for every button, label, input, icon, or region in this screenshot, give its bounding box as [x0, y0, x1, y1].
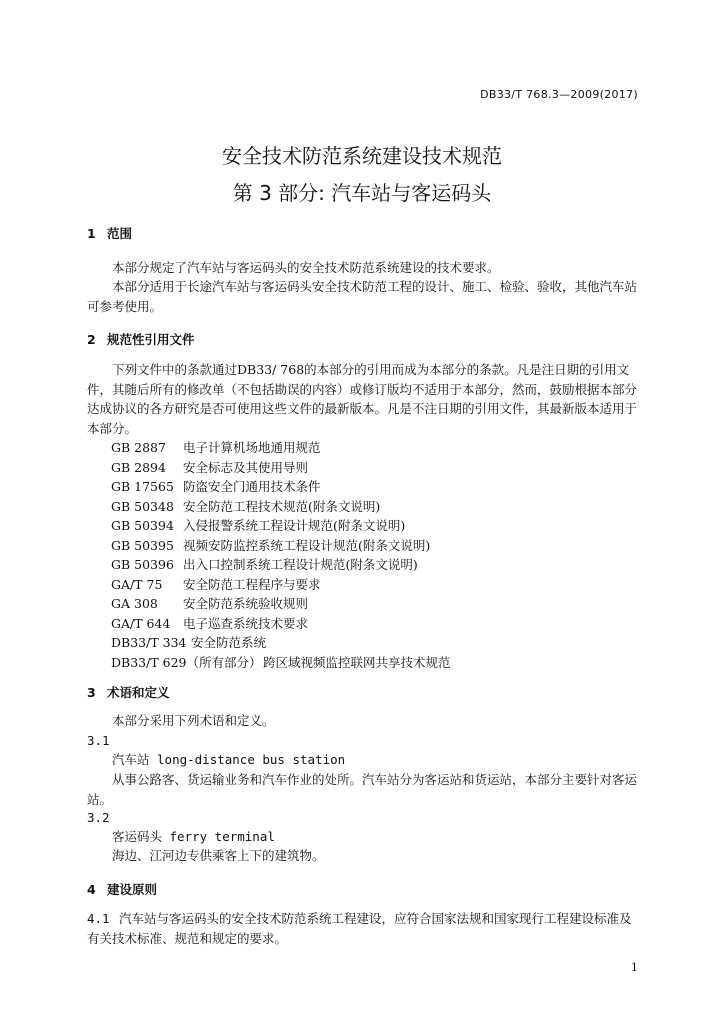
standard-code: DB33/T 768.3—2009(2017)	[480, 88, 638, 101]
reference-item	[111, 633, 451, 653]
section-title: 范围	[107, 226, 133, 241]
reference-item	[111, 497, 451, 517]
reference-title: 安全防范系统验收规则	[183, 596, 309, 611]
reference-item	[111, 477, 451, 497]
reference-title: 安全防范工程程序与要求	[183, 576, 321, 592]
section-number: 1	[87, 226, 96, 241]
section-title: 建设原则	[107, 882, 158, 897]
reference-code: GB 2887	[111, 440, 166, 455]
document-title: 安全技术防范系统建设技术规范	[222, 144, 502, 168]
section-title: 规范性引用文件	[107, 332, 195, 347]
reference-item	[111, 458, 451, 478]
reference-item	[111, 614, 451, 634]
reference-item	[111, 575, 451, 595]
clause-text: 汽车站与客运码头的安全技术防范系统工程建设，应符合国家法规和国家现行工程建设标准及有关技术标准、规范和规定的要求。	[87, 911, 632, 946]
reference-item	[111, 438, 451, 458]
reference-title: 出入口控制系统工程设计规范(附条文说明)	[183, 557, 418, 572]
reference-code: GA/T 75	[111, 576, 163, 592]
term-name: 客运码头 ferry terminal	[112, 829, 275, 844]
reference-title: 安全标志及其使用导则	[183, 459, 309, 475]
reference-item	[111, 555, 451, 575]
reference-title: 入侵报警系统工程设计规范(附条文说明)	[183, 518, 406, 533]
reference-item	[111, 594, 451, 614]
reference-title: 电子巡查系统技术要求	[183, 615, 309, 631]
section-heading-4	[87, 880, 157, 898]
term-number: 3.2	[87, 810, 110, 825]
reference-title: 跨区域视频监控联网共享技术规范	[263, 654, 451, 670]
terms-intro: 本部分采用下列术语和定义。	[112, 713, 275, 728]
section-title: 术语和定义	[107, 685, 170, 700]
term-name: 汽车站 long-distance bus station	[112, 752, 346, 767]
reference-title: 视频安防监控系统工程设计规范(附条文说明)	[183, 537, 431, 553]
reference-code: GB 17565	[111, 479, 174, 494]
term-definition: 海边、江河边专供乘客上下的建筑物。	[112, 848, 325, 863]
reference-item	[111, 516, 451, 536]
term-number: 3.1	[87, 733, 110, 748]
section-heading-2	[87, 330, 195, 348]
reference-item	[111, 536, 451, 556]
reference-list	[111, 438, 451, 672]
reference-code: DB33/T 629（所有部分）	[111, 654, 262, 670]
reference-title: 防盗安全门通用技术条件	[183, 479, 321, 494]
section-number: 4	[87, 882, 96, 897]
section-number: 3	[87, 685, 96, 700]
reference-code: GB 50394	[111, 518, 174, 533]
reference-code: GB 2894	[111, 459, 166, 475]
clause-4-1	[87, 909, 643, 948]
scope-paragraph-1: 本部分规定了汽车站与客运码头的安全技术防范系统建设的技术要求。	[112, 260, 500, 275]
scope-paragraph-2: 本部分适用于长途汽车站与客运码头安全技术防范工程的设计、施工、检验、验收，其他汽车站可参考使用。	[87, 279, 638, 314]
term-definition: 从事公路客、货运输业务和汽车作业的处所。汽车站分为客运站和货运站，本部分主要针对客运站。	[87, 772, 638, 807]
reference-code: GA 308	[111, 596, 158, 611]
section-heading-3	[87, 683, 170, 701]
reference-title: 电子计算机场地通用规范	[183, 440, 321, 455]
page-number: 1	[631, 961, 638, 974]
clause-number: 4.1	[87, 911, 110, 926]
reference-title: 安全防范工程技术规范(附条文说明)	[183, 498, 381, 514]
reference-code: GB 50396	[111, 557, 174, 572]
reference-code: GB 50395	[111, 537, 174, 553]
section-number: 2	[87, 332, 96, 347]
references-paragraph: 下列文件中的条款通过DB33/ 768的本部分的引用而成为本部分的条款。凡是注日期的引用文件，其随后所有的修改单（不包括勘误的内容）或修订版均不适用于本部分，然而，鼓励根据本部分达成协议的各方研究是否可使用这些文件的最新版本。凡是不注日期的引用文件，其最新版本适用于本部分。	[87, 362, 638, 436]
reference-title: 安全防范系统	[191, 635, 267, 650]
reference-code: DB33/T 334	[111, 635, 187, 650]
reference-item	[111, 653, 451, 673]
reference-code: GB 50348	[111, 498, 174, 514]
reference-code: GA/T 644	[111, 615, 171, 631]
document-subtitle: 第 3 部分: 汽车站与客运码头	[232, 181, 492, 205]
section-heading-1	[87, 224, 132, 242]
